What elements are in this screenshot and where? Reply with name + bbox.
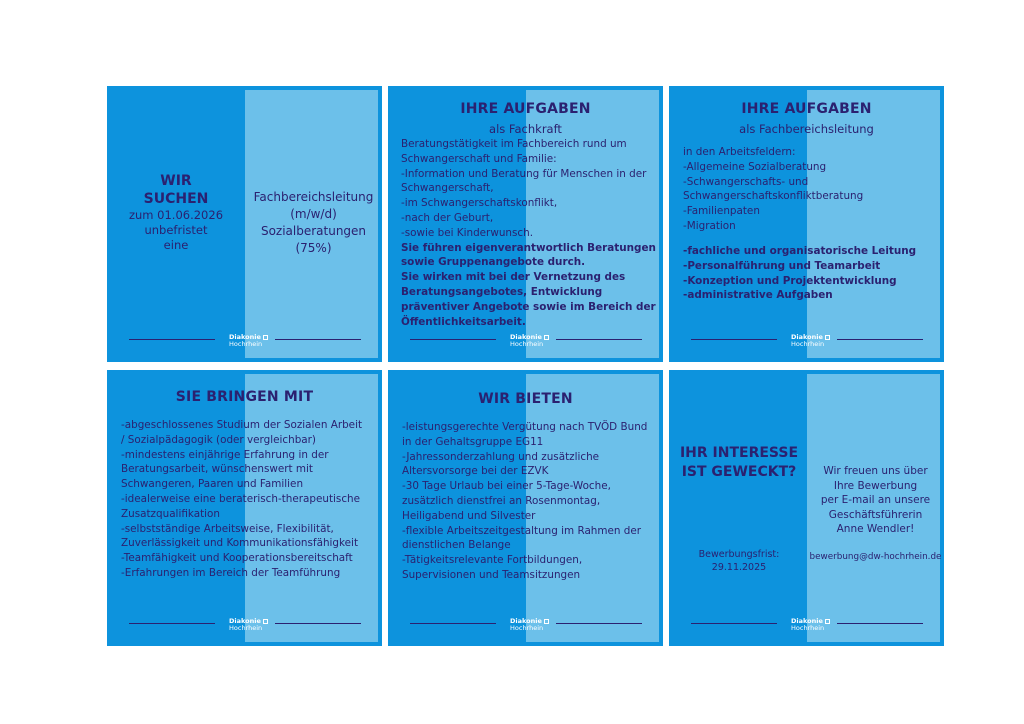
list-item: Beratungstätigkeit im Fachbereich rund um bbox=[401, 138, 627, 150]
logo-region: Hochrhein bbox=[229, 624, 263, 632]
position-line-4: (75%) bbox=[295, 241, 332, 255]
card-ihre-aufgaben-fachkraft bbox=[388, 86, 663, 362]
signature-line-right bbox=[275, 339, 361, 340]
card-wir-bieten bbox=[388, 370, 663, 646]
search-heading bbox=[107, 172, 245, 253]
list-item-bold: sowie Gruppenangebote durch. bbox=[401, 256, 586, 269]
list-item: Supervisionen und Teamsitzungen bbox=[402, 568, 581, 581]
card-sie-bringen-mit bbox=[107, 370, 382, 646]
logo-region: Hochrhein bbox=[510, 340, 544, 348]
list-item: -Erfahrungen im Bereich der Teamführung bbox=[121, 566, 341, 579]
application-deadline bbox=[669, 548, 809, 574]
logo-region: Hochrhein bbox=[229, 340, 263, 348]
logo-region: Hochrhein bbox=[791, 624, 825, 632]
list-item: -sowie bei Kinderwunsch. bbox=[401, 226, 534, 239]
logo-mark-icon bbox=[544, 335, 549, 340]
invite-line: Anne Wendler! bbox=[836, 523, 915, 535]
logo-mark-icon bbox=[263, 619, 268, 624]
card-ihre-aufgaben-leitung bbox=[669, 86, 944, 362]
invite-line: Ihre Bewerbung bbox=[833, 479, 918, 492]
signature-line-right bbox=[556, 623, 642, 624]
list-item: -Schwangerschafts- und bbox=[683, 175, 809, 188]
diakonie-logo bbox=[229, 334, 268, 348]
list-item-bold: präventiver Angebote sowie im Bereich der bbox=[401, 300, 656, 313]
list-item: Schwangerschaftskonfliktberatung bbox=[683, 190, 864, 203]
card-ihr-interesse bbox=[669, 370, 944, 646]
leadership-list bbox=[683, 244, 938, 303]
list-item: dienstlichen Belange bbox=[402, 539, 511, 552]
position-line-1: Fachbereichsleitung bbox=[253, 190, 374, 204]
list-item: -Jahressonderzahlung und zusätzliche bbox=[402, 450, 600, 463]
interest-line-1: IHR INTERESSE bbox=[679, 445, 799, 461]
interest-heading bbox=[669, 444, 809, 482]
logo-brand: Diakonie bbox=[229, 617, 261, 625]
signature-line-left bbox=[410, 623, 496, 624]
list-item: in den Arbeitsfeldern: bbox=[683, 146, 796, 158]
position-title bbox=[245, 189, 382, 257]
signature-line-right bbox=[837, 623, 923, 624]
signature-line-right bbox=[837, 339, 923, 340]
list-item: Zusatzqualifikation bbox=[121, 507, 220, 520]
list-item-bold: Sie führen eigenverantwortlich Beratungen bbox=[401, 241, 656, 254]
card-title: IHRE AUFGABEN bbox=[741, 101, 872, 117]
list-item: -im Schwangerschaftskonflikt, bbox=[401, 197, 558, 210]
signature-line-left bbox=[691, 623, 777, 624]
list-item: Schwangeren, Paaren und Familien bbox=[121, 478, 304, 491]
card-title: WIR BIETEN bbox=[478, 391, 573, 407]
diakonie-logo bbox=[791, 618, 830, 632]
list-item: -mindestens einjährige Erfahrung in der bbox=[121, 448, 329, 461]
list-item: Heiligabend und Silvester bbox=[402, 509, 536, 522]
diakonie-logo bbox=[510, 618, 549, 632]
signature-line-right bbox=[556, 339, 642, 340]
list-item-bold: -fachliche und organisatorische Leitung bbox=[683, 245, 917, 257]
logo-region: Hochrhein bbox=[791, 340, 825, 348]
logo-mark-icon bbox=[825, 335, 830, 340]
suchen-label: SUCHEN bbox=[143, 191, 209, 207]
logo-mark-icon bbox=[263, 335, 268, 340]
list-item: Altersvorsorge bei der EZVK bbox=[402, 465, 549, 478]
invite-line: Wir freuen uns über bbox=[823, 465, 928, 477]
list-item-bold: -Personalführung und Teamarbeit bbox=[683, 259, 881, 272]
list-item: -selbstständige Arbeitsweise, Flexibilität, bbox=[121, 522, 334, 535]
list-item: -Familienpaten bbox=[683, 205, 760, 218]
list-item-bold: Beratungsangebotes, Entwicklung bbox=[401, 285, 603, 298]
contract-type: unbefristet bbox=[144, 223, 208, 237]
diakonie-logo bbox=[229, 618, 268, 632]
list-item-bold: -administrative Aufgaben bbox=[683, 289, 833, 302]
wir-label: WIR bbox=[160, 173, 192, 189]
card-subtitle: als Fachbereichsleitung bbox=[739, 122, 874, 136]
list-item: Schwangerschaft, bbox=[401, 182, 494, 195]
position-line-3: Sozialberatungen bbox=[260, 224, 367, 238]
list-item: -abgeschlossenes Studium der Sozialen Arbeit bbox=[121, 419, 363, 431]
field-list bbox=[683, 145, 938, 234]
list-item-bold: Sie wirken mit bei der Vernetzung des bbox=[401, 271, 626, 284]
list-item: in der Gehaltsgruppe EG11 bbox=[402, 435, 544, 448]
card-title: IHRE AUFGABEN bbox=[460, 101, 591, 117]
invite-line: Geschäftsführerin bbox=[828, 508, 923, 521]
interest-line-2: IST GEWECKT? bbox=[681, 464, 797, 480]
signature-line-right bbox=[275, 623, 361, 624]
logo-brand: Diakonie bbox=[229, 333, 261, 341]
application-invite bbox=[807, 464, 944, 537]
list-item: -Allgemeine Sozialberatung bbox=[683, 160, 827, 173]
list-item-bold: Öffentlichkeitsarbeit. bbox=[401, 315, 526, 328]
list-item: Zuverlässigkeit und Kommunikationsfähigkeit bbox=[121, 537, 359, 550]
signature-line-left bbox=[410, 339, 496, 340]
list-item: -Migration bbox=[683, 219, 736, 232]
email-link[interactable]: bewerbung@dw-hochrhein.de bbox=[809, 552, 942, 562]
list-item: Beratungsarbeit, wünschenswert mit bbox=[121, 463, 314, 476]
task-list bbox=[401, 137, 657, 329]
card-subtitle: als Fachkraft bbox=[489, 122, 562, 136]
signature-line-left bbox=[129, 623, 215, 624]
start-date: zum 01.06.2026 bbox=[128, 208, 224, 222]
position-line-2: (m/w/d) bbox=[290, 207, 337, 221]
benefits-list bbox=[402, 420, 657, 583]
list-item: -leistungsgerechte Vergütung nach TVÖD Bund bbox=[402, 421, 648, 433]
deadline-label: Bewerbungsfrist: bbox=[698, 549, 780, 560]
card-title: SIE BRINGEN MIT bbox=[175, 389, 314, 405]
logo-brand: Diakonie bbox=[510, 333, 542, 341]
logo-mark-icon bbox=[544, 619, 549, 624]
list-item: -flexible Arbeitszeitgestaltung im Rahmen der bbox=[402, 524, 642, 537]
logo-brand: Diakonie bbox=[791, 333, 823, 341]
card-wir-suchen bbox=[107, 86, 382, 362]
logo-mark-icon bbox=[825, 619, 830, 624]
list-item: / Sozialpädagogik (oder vergleichbar) bbox=[121, 433, 316, 446]
list-item: -Tätigkeitsrelevante Fortbildungen, bbox=[402, 554, 583, 567]
logo-brand: Diakonie bbox=[510, 617, 542, 625]
requirements-list bbox=[121, 418, 376, 581]
deadline-date: 29.11.2025 bbox=[711, 562, 767, 573]
diakonie-logo bbox=[791, 334, 830, 348]
list-item: -30 Tage Urlaub bei einer 5-Tage-Woche, bbox=[402, 480, 611, 493]
list-item: -Information und Beratung für Menschen in der bbox=[401, 167, 647, 180]
list-item: -Teamfähigkeit und Kooperationsbereitschaft bbox=[121, 552, 353, 565]
list-item-bold: -Konzeption und Projektentwicklung bbox=[683, 274, 897, 287]
logo-region: Hochrhein bbox=[510, 624, 544, 632]
list-item: zusätzlich dienstfrei an Rosenmontag, bbox=[402, 494, 601, 507]
invite-line: per E-mail an unsere bbox=[820, 494, 931, 506]
diakonie-logo bbox=[510, 334, 549, 348]
eine-label: eine bbox=[163, 238, 189, 252]
list-item: -idealerweise eine beraterisch-therapeutische bbox=[121, 492, 361, 505]
logo-brand: Diakonie bbox=[791, 617, 823, 625]
signature-line-left bbox=[129, 339, 215, 340]
list-item: Schwangerschaft und Familie: bbox=[401, 152, 557, 165]
list-item: -nach der Geburt, bbox=[401, 211, 494, 224]
signature-line-left bbox=[691, 339, 777, 340]
